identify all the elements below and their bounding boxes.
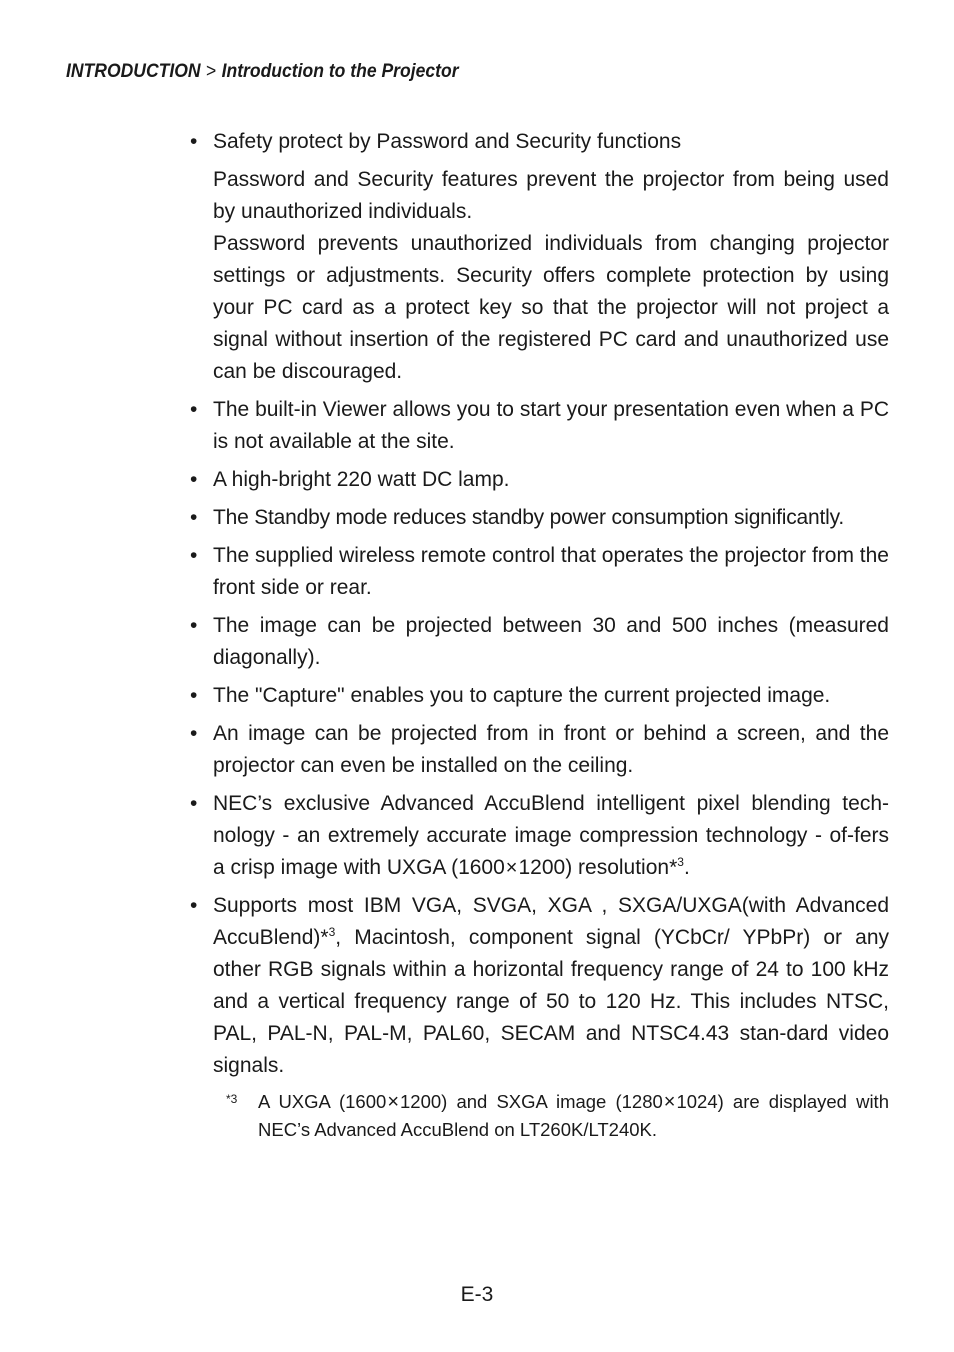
list-item bbox=[190, 464, 889, 496]
bullet-icon: • bbox=[190, 684, 198, 707]
running-header bbox=[66, 60, 459, 83]
footnote-text: 1024) are displayed with NEC’s Advanced AccuBlend on LT260K/LT240K. bbox=[258, 1091, 889, 1140]
bullet-icon: • bbox=[190, 506, 198, 529]
list-item bbox=[190, 788, 889, 884]
list-item bbox=[190, 502, 889, 534]
bullet-icon: • bbox=[190, 792, 198, 815]
page-number: E-3 bbox=[460, 1283, 494, 1306]
text-part: , Macintosh, component signal (YCbCr/ YPbPr) or any other RGB signals within a horizontal frequency range of 24 to 100 kHz and a vertical frequency range of 50 to 120 Hz. This includes NTSC, PAL, PAL-N, PAL-M, PAL60, SECAM and NTSC4.43 stan-dard video signals. bbox=[213, 926, 889, 1077]
list-item bbox=[190, 394, 889, 458]
item-text: An image can be projected from in front or behind a screen, and the projector can even be installed on the ceiling. bbox=[213, 722, 889, 777]
list-item bbox=[190, 718, 889, 782]
text-part: NEC’s exclusive Advanced AccuBlend intelligent pixel blending tech-nology - an extremely accurate image compression technology - of-fers a crisp image with UXGA (1600 bbox=[213, 792, 889, 879]
times-symbol: × bbox=[505, 857, 518, 879]
footnote-text: 1200) and SXGA image (1280 bbox=[400, 1091, 663, 1112]
times-symbol: × bbox=[663, 1091, 676, 1113]
item-text: The "Capture" enables you to capture the current projected image. bbox=[213, 684, 831, 707]
text-part: Supports most IBM VGA, SVGA, XGA , SXGA/UXGA(with Advanced AccuBlend)* bbox=[213, 894, 889, 949]
bullet-icon: • bbox=[190, 398, 198, 421]
bullet-icon: • bbox=[190, 894, 198, 917]
header-section: INTRODUCTION bbox=[66, 60, 201, 82]
item-text: The image can be projected between 30 and 500 inches (measured diagonally). bbox=[213, 614, 889, 669]
footnote-mark: *3 bbox=[226, 1092, 238, 1106]
item-text: The supplied wireless remote control that operates the projector from the front side or rear. bbox=[213, 544, 889, 599]
footnote-ref: 3 bbox=[677, 855, 684, 869]
bullet-icon: • bbox=[190, 614, 198, 637]
list-item bbox=[190, 680, 889, 712]
footnote-text: A UXGA (1600 bbox=[258, 1091, 387, 1112]
bullet-icon: • bbox=[190, 468, 198, 491]
footnote bbox=[190, 1088, 889, 1144]
item-text: The Standby mode reduces standby power consumption significantly. bbox=[213, 506, 844, 529]
text-part: . bbox=[683, 856, 690, 879]
header-separator: > bbox=[205, 60, 217, 82]
item-text: A high-bright 220 watt DC lamp. bbox=[213, 468, 510, 491]
bullet-icon: • bbox=[190, 130, 198, 153]
item-text bbox=[213, 788, 889, 884]
bullet-icon: • bbox=[190, 722, 198, 745]
item-paragraph: Password prevents unauthorized individuals from changing projector settings or adjustments. Security offers complete protection by using your PC card as a protect key so that the projector will not project a signal without insertion of the registered PC card and unauthorized use can be discouraged. bbox=[213, 232, 889, 383]
list-item bbox=[190, 890, 889, 1082]
list-item bbox=[190, 540, 889, 604]
header-subsection: Introduction to the Projector bbox=[221, 60, 459, 82]
bullet-icon: • bbox=[190, 544, 198, 567]
list-item bbox=[190, 126, 889, 388]
item-text bbox=[213, 890, 889, 1082]
footnote-ref: 3 bbox=[328, 925, 336, 939]
item-text: The built-in Viewer allows you to start your presentation even when a PC is not available at the site. bbox=[213, 398, 889, 453]
item-paragraph: Password and Security features prevent the projector from being used by unauthorized individuals. bbox=[213, 168, 889, 223]
feature-list bbox=[190, 126, 889, 1144]
times-symbol: × bbox=[387, 1091, 399, 1113]
text-part: 1200) resolution* bbox=[518, 856, 678, 879]
item-title: Safety protect by Password and Security functions bbox=[213, 130, 682, 153]
list-item bbox=[190, 610, 889, 674]
